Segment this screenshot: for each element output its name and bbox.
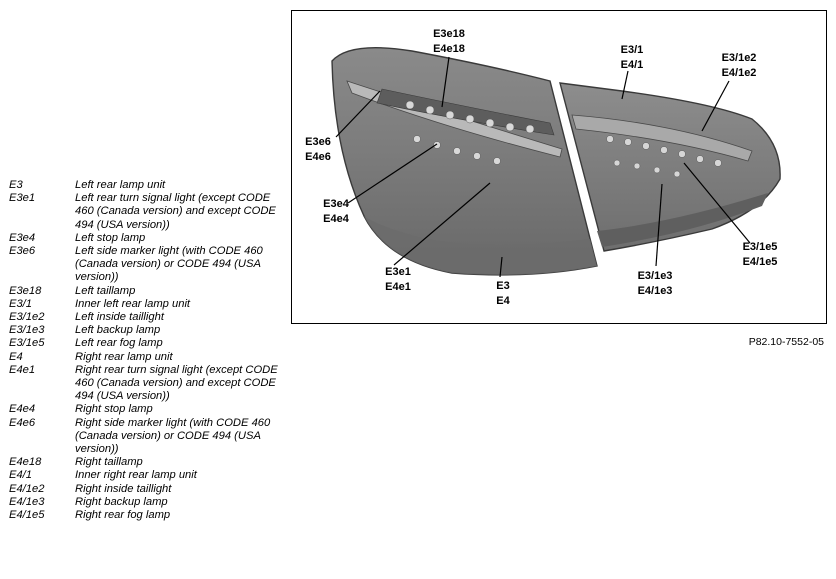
callout-e6 [305, 136, 331, 163]
legend-row [9, 192, 279, 232]
legend-code: E3e6 [9, 245, 36, 258]
legend-code: E4 [9, 350, 23, 363]
legend-row [9, 298, 279, 311]
legend-description: Right rear lamp unit [75, 350, 173, 363]
legend-description: Right stop lamp [75, 403, 153, 416]
legend-description: Left backup lamp [75, 324, 161, 337]
callout-e3 [638, 270, 673, 297]
callout-e18-line2: E4e18 [433, 43, 465, 55]
callout-e6-line1: E3e6 [305, 136, 331, 148]
callout-e2 [722, 52, 757, 79]
callout-e6-line2: E4e6 [305, 151, 331, 163]
legend-row [9, 337, 279, 350]
callout-e18-line1: E3e18 [433, 28, 465, 40]
callout-e5 [743, 241, 778, 268]
callout-unit-line2: E4 [496, 295, 510, 307]
legend-code: E3e18 [9, 284, 42, 297]
legend-description: Left stop lamp [75, 231, 146, 244]
legend-code: E3e1 [9, 192, 36, 205]
legend-description: Right rear fog lamp [75, 509, 171, 522]
callout-inner-unit [621, 44, 644, 71]
legend-code: E3/1e3 [9, 324, 45, 337]
legend-row [9, 245, 279, 285]
callout-e4-line1: E3e4 [323, 198, 349, 210]
callout-e3-line2: E4/1e3 [637, 285, 673, 297]
callout-e18 [433, 28, 465, 55]
rear-lamp-illustration [292, 11, 826, 323]
legend-row [9, 324, 279, 337]
legend-row [9, 351, 279, 364]
legend-code: E4/1e3 [9, 495, 45, 508]
legend-code: E3/1 [9, 297, 33, 310]
callout-e5-line1: E3/1e5 [742, 241, 778, 253]
legend-code: E4e4 [9, 403, 36, 416]
callout-e3-line1: E3/1e3 [637, 270, 673, 282]
callout-e2-line1: E3/1e2 [721, 52, 757, 64]
legend-code: E4/1e2 [9, 482, 45, 495]
callout-e1 [385, 266, 411, 293]
legend-description: Right side marker light (with CODE 460 (Canada version) or CODE 494 (USA version)) [75, 416, 271, 456]
legend-description: Left inside taillight [75, 311, 164, 324]
lamp-diagram [291, 10, 827, 324]
legend-description: Left rear turn signal light (except CODE 460 (Canada version) and except CODE 494 (USA version)) [75, 192, 276, 231]
legend-code: E3e4 [9, 231, 36, 244]
legend-description: Right taillamp [75, 456, 143, 469]
callout-e1-line2: E4e1 [385, 281, 411, 293]
legend-row [9, 456, 279, 469]
legend-code: E4e6 [9, 416, 36, 429]
callout-unit-line1: E3 [496, 280, 510, 292]
legend-code: E4e18 [9, 456, 42, 469]
legend-row [9, 285, 279, 298]
legend-row [9, 469, 279, 482]
legend-code: E4/1 [9, 469, 33, 482]
legend-code: E3 [9, 179, 23, 191]
legend-row [9, 403, 279, 416]
callout-e1-line1: E3e1 [385, 266, 411, 278]
legend-code: E3/1e2 [9, 311, 45, 324]
legend-code: E4/1e5 [9, 509, 45, 522]
legend-row [9, 179, 279, 192]
callout-e4-line2: E4e4 [323, 213, 349, 225]
legend-description: Inner right rear lamp unit [75, 469, 197, 482]
legend-description: Left rear fog lamp [75, 337, 163, 350]
legend-description: Right backup lamp [75, 495, 168, 508]
legend-row [9, 232, 279, 245]
callout-inner-line1: E3/1 [620, 44, 644, 56]
legend-description: Left taillamp [75, 284, 136, 297]
legend-row [9, 417, 279, 457]
legend-code: E4e1 [9, 363, 36, 376]
legend-description: Left side marker light (with CODE 460 (Canada version) or CODE 494 (USA version)) [75, 245, 263, 284]
callout-e2-line2: E4/1e2 [721, 67, 757, 79]
legend-description: Left rear lamp unit [75, 179, 166, 191]
legend-row [9, 496, 279, 509]
legend-row [9, 364, 279, 404]
figure-reference: P82.10-7552-05 [748, 336, 824, 348]
legend-description: Right rear turn signal light (except CODE 460 (Canada version) and except CODE 494 (USA version)) [75, 363, 278, 403]
legend-row [9, 311, 279, 324]
legend-description: Right inside taillight [75, 482, 172, 495]
outer-lamp-unit-shape [332, 48, 597, 275]
legend-description: Inner left rear lamp unit [75, 297, 191, 310]
callout-unit [496, 280, 510, 307]
callout-e5-line2: E4/1e5 [742, 256, 778, 268]
callout-inner-line2: E4/1 [620, 59, 644, 71]
legend-row [9, 483, 279, 496]
legend-row [9, 509, 279, 522]
callout-e4 [323, 198, 350, 225]
legend-table [9, 179, 279, 522]
legend-code: E3/1e5 [9, 337, 45, 350]
